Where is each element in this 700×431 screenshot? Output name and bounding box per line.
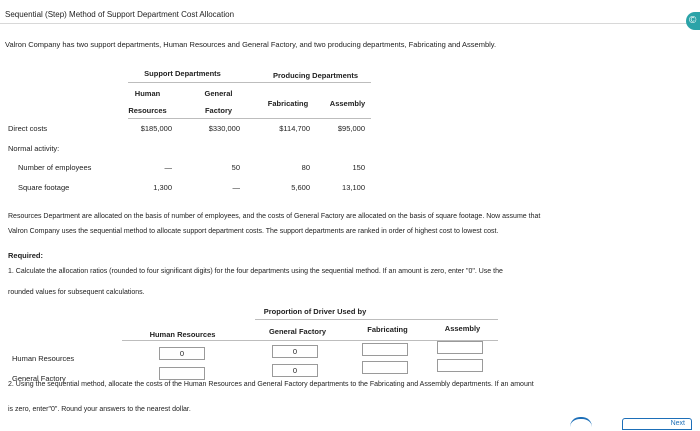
header-divider (128, 118, 371, 119)
side-tab-icon: © (689, 15, 697, 26)
paragraph-line1: Resources Department are allocated on the basis of number of employees, and the costs of General Factory are allocated on the basis of square footage. Now assume that (8, 213, 541, 220)
hr-to-fab-ratio-input[interactable] (362, 343, 408, 356)
col-fabricating: Fabricating (267, 99, 309, 108)
cell-asm-employees: 150 (352, 163, 365, 172)
cell-hr-sqft: 1,300 (153, 183, 172, 192)
paragraph-line2: Valron Company uses the sequential method to allocate support department costs. The support departments are ranked in order of highest cost to lowest cost. (8, 228, 499, 235)
cell-fab-employees: 80 (301, 163, 310, 172)
cell-gf-direct-costs: $330,000 (208, 124, 240, 133)
proportion-title: Proportion of Driver Used by (263, 307, 367, 316)
cell-hr-employees: — (164, 163, 172, 172)
hr-to-hr-ratio-input[interactable] (159, 347, 205, 360)
ratio-col-hr: Human Resources (149, 330, 216, 339)
cell-gf-employees: 50 (231, 163, 240, 172)
cell-asm-direct-costs: $95,000 (337, 124, 365, 133)
col-gf-line2: Factory (204, 106, 233, 115)
page-title: Sequential (Step) Method of Support Department Cost Allocation (5, 10, 235, 19)
row-label-direct-costs: Direct costs (8, 124, 48, 133)
row-label-normal-activity: Normal activity: (8, 144, 60, 153)
divider (0, 23, 700, 24)
ratio-col-asm: Assembly (444, 324, 481, 333)
support-departments-header: Support Departments (144, 69, 221, 78)
gf-to-fab-ratio-input[interactable] (362, 361, 408, 374)
cell-fab-direct-costs: $114,700 (279, 124, 310, 133)
question-2-line1: 2. Using the sequential method, allocate the costs of the Human Resources and General Factory departments to the Fabricating and Assembly departments. If an amount (8, 381, 534, 388)
row-label-sqft: Square footage (18, 183, 70, 192)
cell-asm-sqft: 13,100 (342, 183, 365, 192)
side-tab[interactable] (686, 12, 700, 30)
gf-to-hr-ratio-input[interactable] (159, 367, 205, 380)
cell-gf-sqft: — (232, 183, 240, 192)
question-1-line1: 1. Calculate the allocation ratios (rounded to four significant digits) for the four departments using the sequential method. If an amount is zero, enter "0". Use the (8, 268, 503, 275)
ratio-col-fab: Fabricating (367, 325, 408, 334)
col-assembly: Assembly (329, 99, 366, 108)
group-divider (128, 82, 371, 83)
required-heading: Required: (8, 251, 44, 260)
col-hr-line1: Human (134, 89, 161, 98)
ratio-row-label-gf: General Factory (12, 374, 66, 383)
gf-to-asm-ratio-input[interactable] (437, 359, 483, 372)
intro-text: Valron Company has two support departments, Human Resources and General Factory, and two producing departments, Fabricating and Assembly. (5, 40, 497, 49)
col-gf-line1: General (204, 89, 233, 98)
proportion-divider (255, 319, 498, 320)
gf-to-gf-ratio-input[interactable] (272, 364, 318, 377)
hr-to-asm-ratio-input[interactable] (437, 341, 483, 354)
producing-departments-header: Producing Departments (272, 71, 358, 80)
ratio-col-gf: General Factory (268, 327, 327, 336)
next-button[interactable]: Next (622, 418, 692, 430)
row-label-employees: Number of employees (18, 163, 92, 172)
question-2-line2: is zero, enter"0". Round your answers to the nearest dollar. (8, 406, 191, 413)
cell-hr-direct-costs: $185,000 (140, 124, 172, 133)
question-1-line2: rounded values for subsequent calculations. (8, 289, 145, 296)
ratio-row-label-hr: Human Resources (12, 354, 75, 363)
hr-to-gf-ratio-input[interactable] (272, 345, 318, 358)
col-hr-line2: Resources (128, 106, 167, 115)
cell-fab-sqft: 5,600 (291, 183, 310, 192)
